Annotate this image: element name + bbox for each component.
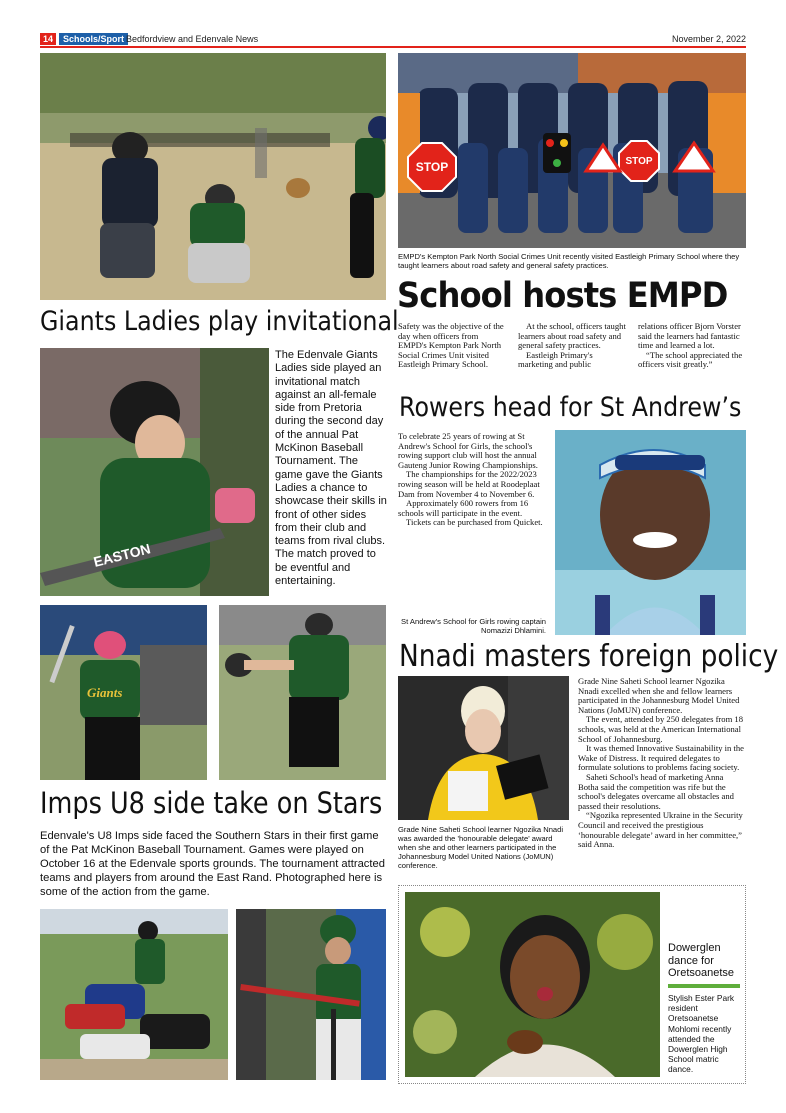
rowers-paragraph: Approximately 600 rowers from 16 schools will participate in the event. [398,498,529,518]
stop-sign-text-2: STOP [625,156,653,167]
rowers-paragraph: To celebrate 25 years of rowing at St Andrew's School for Girls, the school's rowing support club will host the annual Gauteng Junior Rowing Championships. [398,431,538,470]
imps-batter-photo [236,909,386,1080]
giants-body: The Edenvale Giants Ladies side played an invitational match against an all-female side from Pretoria during the second day of the annual Pat McKinon Baseball Tournament. The game gave the Giants Ladies a chance to showcase their skills in front of other sides from their club and teams from rival clubs. The match proved to be eventful and entertaining. [275,349,387,588]
nnadi-paragraph: The event, attended by 250 delegates from 18 schools, was held at the American International School of Johannesburg. [578,714,744,744]
rowers-paragraph: The championships for the 2022/2023 rowing season will be held at Roodeplaat Dam from November 4 to November 6. [398,469,540,499]
empd-paragraph: Eastleigh Primary's marketing and public [518,349,593,370]
empd-paragraph: Safety was the objective of the day when officers from EMPD's Kempton Park North Social Crimes Unit visited Eastleigh Primary School. [398,321,504,370]
issue-date: November 2, 2022 [671,34,746,44]
rowers-photo [555,430,746,635]
dowerglen-body: Stylish Ester Park resident Oretsoanetse Mohlomi recently attended the Dowerglen High School matric dance. [668,993,735,1075]
empd-paragraph: relations officer Bjorn Vorster said the learners had fantastic time and learned a lot. [638,321,741,351]
header-rule [40,46,746,48]
giants-headline: Giants Ladies play invitational [40,306,399,337]
nnadi-paragraph: Grade Nine Saheti School learner Ngozika Nnadi excelled when she and fellow learners participated in the Johannesburg Model United Nations (JoMUN) conference. [578,676,740,715]
bat-brand-text: EASTON [91,540,153,570]
baseball-photo-top [40,53,386,300]
imps-headline: Imps U8 side take on Stars [40,786,383,820]
empd-column-3 [638,322,746,370]
nnadi-paragraph: Saheti School's head of marketing Anna Botha said the competition was rife but the school's delegates overcame all obstacles and passed their resolutions. [578,771,734,811]
empd-photo [398,53,746,248]
rowers-body [398,432,548,528]
giants-batter-photo [40,348,269,596]
nnadi-photo-caption: Grade Nine Saheti School learner Ngozika Nnadi was awarded the 'honourable delegate' award when she and other learners participated in the Johannesburg Model United Nations (JoMUN) conference. [398,825,564,870]
giants-fielder-photo [219,605,386,780]
nnadi-paragraph: “Ngozika represented Ukraine in the Security Council and received the prestigious ‘honourable delegate’ award in her committee,” said Anna. [578,810,743,850]
empd-column-1 [398,322,506,370]
nnadi-headline: Nnadi masters foreign policy [399,639,779,674]
jersey-text: Giants [87,685,123,700]
imps-slide-photo [40,909,228,1080]
giants-pitcher-photo [40,605,207,780]
dowerglen-accent-bar [668,984,740,988]
nnadi-photo [398,676,569,820]
empd-column-2 [518,322,626,370]
empd-paragraph: At the school, officers taught learners about road safety and general safety practices. [518,321,626,351]
rowers-photo-caption: St Andrew's School for Girls rowing captain Nomazizi Dhlamini. [401,617,546,635]
newspaper-name: Bedfordview and Edenvale News [126,34,259,44]
rowers-paragraph: Tickets can be purchased from Quicket. [406,517,543,528]
nnadi-body [578,677,746,850]
imps-body: Edenvale's U8 Imps side faced the Southern Stars in their first game of the Pat McKinon Baseball Tournament. Games were played on October 16 at the Edenvale sports grounds. The tournament attracted teams and players from around the East Rand. Photographed here is some of the action from the game. [40,830,385,898]
rowers-headline: Rowers head for St Andrew’s [399,392,742,423]
section-label: Schools/Sport [59,33,128,45]
stop-sign-text: STOP [415,160,449,174]
nnadi-paragraph: It was themed Innovative Sustainability in the Wake of Distress. It required delegates to formulate solutions to problems facing society. [578,743,744,773]
empd-headline: School hosts EMPD [397,276,728,316]
page-number: 14 [40,33,56,45]
empd-paragraph: “The school appreciated the officers visit greatly.” [638,349,743,370]
dowerglen-headline: Dowerglen dance for Oretsoanetse [668,942,735,979]
dowerglen-photo [405,892,660,1077]
empd-photo-caption: EMPD's Kempton Park North Social Crimes Unit recently visited Eastleigh Primary School where they taught learners about road safety and general safety practices. [398,252,740,270]
